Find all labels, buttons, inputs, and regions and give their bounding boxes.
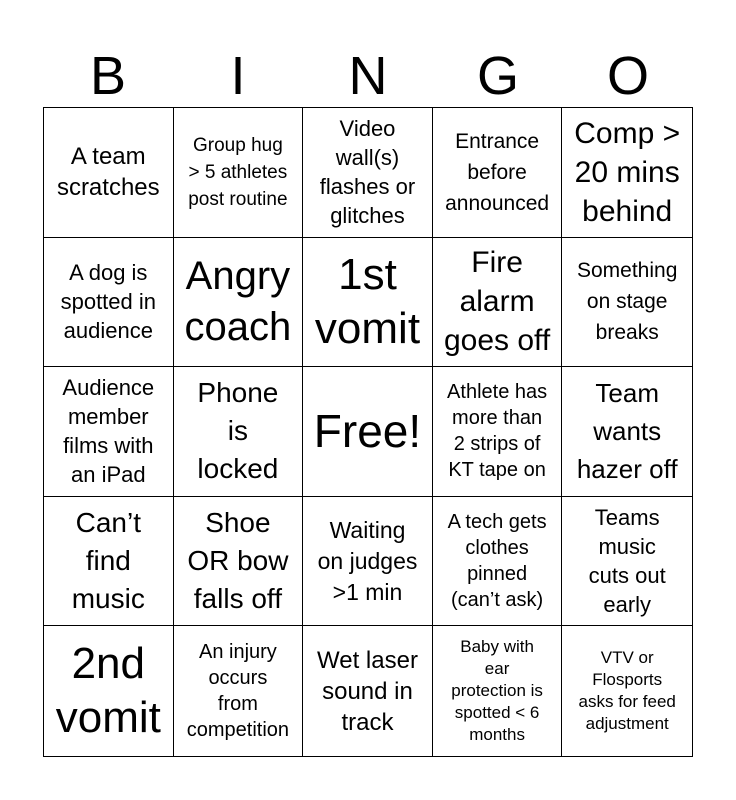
cell-text: Phone is locked [197, 377, 279, 485]
header-letter-g: G [476, 46, 519, 106]
bingo-cell[interactable] [44, 108, 174, 238]
cell-text: 1st vomit [314, 249, 421, 353]
cell-text: Baby with ear protection is spotted < 6 months [451, 637, 543, 745]
bingo-cell[interactable] [44, 626, 174, 756]
bingo-grid [43, 107, 693, 757]
cell-text: Can’t find music [71, 507, 145, 615]
bingo-cell[interactable] [303, 497, 433, 627]
bingo-cell[interactable] [44, 497, 174, 627]
cell-text: A tech gets clothes pinned (can’t ask) [447, 511, 547, 612]
bingo-cell[interactable] [562, 626, 692, 756]
bingo-cell[interactable] [174, 238, 304, 368]
bingo-cell[interactable] [303, 626, 433, 756]
cell-text: Waiting on judges >1 min [317, 516, 418, 605]
cell-text: An injury occurs from competition [186, 641, 290, 742]
bingo-cell[interactable] [433, 626, 563, 756]
header-letter-b: B [89, 46, 127, 106]
cell-text: Something on stage breaks [576, 259, 678, 345]
cell-text: Fire alarm goes off [443, 246, 551, 358]
cell-text: Video wall(s) flashes or glitches [319, 116, 416, 229]
cell-text: Angry coach [184, 253, 292, 349]
cell-text: Wet laser sound in track [317, 646, 418, 736]
bingo-header [43, 46, 693, 106]
cell-text: Teams music cuts out early [588, 505, 666, 618]
bingo-cell[interactable] [174, 367, 304, 497]
cell-text: VTV or Flosports asks for feed adjustment [578, 648, 676, 734]
free-space-text: Free! [313, 405, 422, 458]
free-space[interactable] [303, 367, 433, 497]
bingo-cell[interactable] [433, 238, 563, 368]
bingo-cell[interactable] [433, 497, 563, 627]
cell-text: Entrance before announced [445, 129, 550, 215]
bingo-cell[interactable] [44, 238, 174, 368]
header-letter-i: I [230, 46, 246, 106]
cell-text: Shoe OR bow falls off [187, 507, 289, 615]
bingo-cell[interactable] [562, 367, 692, 497]
bingo-cell[interactable] [174, 626, 304, 756]
bingo-cell[interactable] [562, 108, 692, 238]
bingo-cell[interactable] [303, 108, 433, 238]
cell-text: A team scratches [56, 143, 160, 202]
bingo-cell[interactable] [433, 367, 563, 497]
cell-text: Team wants hazer off [576, 378, 678, 485]
bingo-cell[interactable] [44, 367, 174, 497]
bingo-cell[interactable] [562, 497, 692, 627]
bingo-cell[interactable] [174, 497, 304, 627]
cell-text: Athlete has more than 2 strips of KT tape on [447, 381, 548, 482]
bingo-cell[interactable] [562, 238, 692, 368]
cell-text: Audience member films with an iPad [62, 375, 155, 488]
bingo-cell[interactable] [433, 108, 563, 238]
header-letter-n: N [348, 46, 388, 106]
bingo-cell[interactable] [174, 108, 304, 238]
cell-text: A dog is spotted in audience [60, 260, 156, 344]
bingo-cell[interactable] [303, 238, 433, 368]
cell-text: Group hug > 5 athletes post routine [188, 134, 288, 210]
cell-text: Comp > 20 mins behind [574, 116, 681, 228]
cell-text: 2nd vomit [55, 639, 161, 743]
header-letter-o: O [606, 46, 649, 106]
